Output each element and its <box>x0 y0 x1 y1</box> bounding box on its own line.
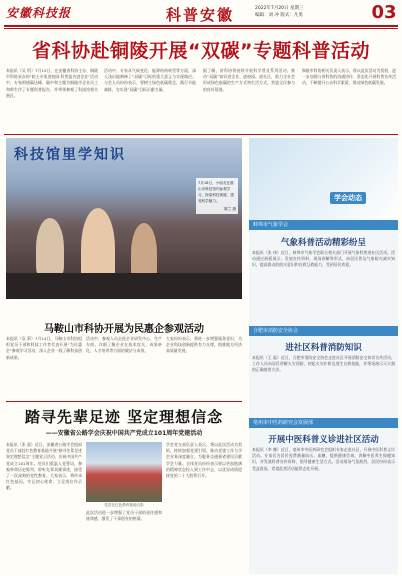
lead-column: 据了解，省科协将持续开展科学普及系列活动，推动“双碳”知识进企业、进校园、进社区，助力全社会形成绿色低碳的生产方式和生活方式，营造全民参与的良好氛围。 <box>203 68 295 92</box>
article-headline: 马鞍山市科协开展为民惠企参观活动 <box>44 324 204 335</box>
issue-editors: 编辑：刘 冲 版式：凡勇 <box>255 13 303 18</box>
feature-photo <box>6 138 242 299</box>
issue-meta <box>255 5 367 19</box>
sidebar-text: 本报讯（张 伟）近日，蚌埠市气象学会联合相关部门开展气象科普进社区活动。活动通过展板展示、发放宣传资料、现场讲解等形式，向居民普及气象防灾减灾知识，提高群众的防灾意识和自救互救能力，受到居民欢迎。 <box>252 250 395 268</box>
photo-author: 陈兰 摄 <box>224 207 236 211</box>
header-rule-thin <box>4 28 398 29</box>
child-figure <box>36 218 64 278</box>
article-column: 大家纷纷表示，将进一步增强服务意识，为企业科技创新提供有力支撑，助推地方经济高质量发展。 <box>166 336 242 354</box>
article-column: 本报讯（张 晨）近日，安徽省公路学会组织党员干部赴红色教育基地开展“踏寻先辈足迹 坚定理想信念”主题党日活动，庆祝中国共产党成立101周年。党员们重温入党誓词，参观革命历史陈列，聆听先辈英雄事迹，接受了一次深刻的党性教育。大家表示，将传承红色基因，牢记初心使命，立足岗位作贡献。 <box>6 442 82 491</box>
article-column: 本报讯（袁 莉）7月14日，马鞍山市科协组织党员干部和科技工作者代表开展“为民惠企”参观学习活动，深入企业一线了解科技创新成果。 <box>6 336 82 360</box>
main-headline: 省科协赴铜陵开展“双碳”专题科普活动 <box>32 40 370 62</box>
section-divider <box>4 134 398 135</box>
page-number: 03 <box>371 2 397 23</box>
article-column: 活动中，参观人员走进企业研发中心、生产车间，详细了解企业在技术攻关、成果转化、人才培养等方面的做法与成效。 <box>86 336 162 354</box>
article-subheadline: ——安徽省公路学会庆祝中国共产党成立101周年党建活动 <box>45 430 203 437</box>
sidebar-text: 本报讯（李 娜）近日，亳州市中医药研究会组织专家走进社区，开展中医科普义诊活动。专家们为居民免费测量血压、血糖，提供健康咨询，讲解中医养生保健知识，并发放科普宣传资料，倡导健康生活方式。活动现场气氛热烈，居民纷纷表示受益匪浅，希望此类活动能常态化开展。 <box>252 447 395 471</box>
photo-caption: 党员在红色教育基地合影 <box>104 503 144 507</box>
sidebar-headline: 进社区科普消防知识 <box>285 343 362 353</box>
sidebar-bar: 合肥市消防安全协会 <box>249 326 398 336</box>
article-column: 学会党支部负责人表示，将以此次活动为契机，持续加强党建引领，推动党建工作与学会业务深度融合，为服务交通强省建设贡献学会力量。全体党员纷纷表示要以更加饱满的精神状态投入到工作中去，以优异成绩迎接党的二十大胜利召开。 <box>166 442 242 479</box>
photo-caption <box>196 178 238 214</box>
group-photo <box>86 442 162 502</box>
section-divider <box>6 401 242 402</box>
sidebar-banner <box>249 138 398 220</box>
sidebar-text: 本报讯（王 磊）近日，合肥市消防安全协会走进社区开展消防安全知识宣传活动，工作人员向居民讲解火灾预防、初起火灾扑救及逃生自救技能，并现场演示灭火器的正确使用方法。 <box>252 355 395 373</box>
sidebar-bar: 亳州市中医药研究会发展部 <box>249 418 398 428</box>
section-title: 科普安徽 <box>165 6 234 24</box>
lead-column: 本报讯（吴 钒）7月15日，在安徽省科协主办、铜陵市科协承办的“院士专家进校园·科普报告进企业”活动中，专家围绕碳达峰、碳中和主题为铜陵市企业员工和师生作了专题科普报告，并带领参观了科技馆相关展区。 <box>6 68 98 98</box>
sidebar-headline: 气象科普活动精彩纷呈 <box>280 238 366 248</box>
article-headline: 踏寻先辈足迹 坚定理想信念 <box>24 408 224 426</box>
masthead: 安徽科技报 <box>6 6 72 20</box>
photo-caption-text: 7月16日，小朋友在潜山市科技馆内参观学习，探索科技奥秘，感受科学魅力。 <box>198 181 234 203</box>
lead-column: 活动中，专家从气候变化、能源结构转型等方面，深入浅出地阐释了“双碳”目标的重大意义与实现路径。与会人员纷纷表示，要树立绿色低碳理念，践行节能减排，为实现“双碳”目标贡献力量。 <box>104 68 196 92</box>
photo-title: 科技馆里学知识 <box>14 147 126 163</box>
lead-column: 铜陵市科协相关负责人表示，将以此次活动为契机，进一步加强与省科协的沟通协作，常态化开展科普宣传活动，不断提升公众科学素质，推动绿色低碳发展。 <box>302 68 396 86</box>
header-rule <box>4 25 398 27</box>
sidebar-headline: 开展中医科普义诊进社区活动 <box>268 435 379 445</box>
article-column: 此次活动进一步增强了党员干部的责任感和使命感，激发了干事创业的热情。 <box>86 510 162 522</box>
sidebar-stamp: 学会动态 <box>330 192 366 204</box>
issue-date: 2022年7月20日 星期三 <box>255 6 304 11</box>
exhibit-floor <box>6 273 242 299</box>
sidebar-bar: 蚌埠市气象学会 <box>249 220 398 230</box>
